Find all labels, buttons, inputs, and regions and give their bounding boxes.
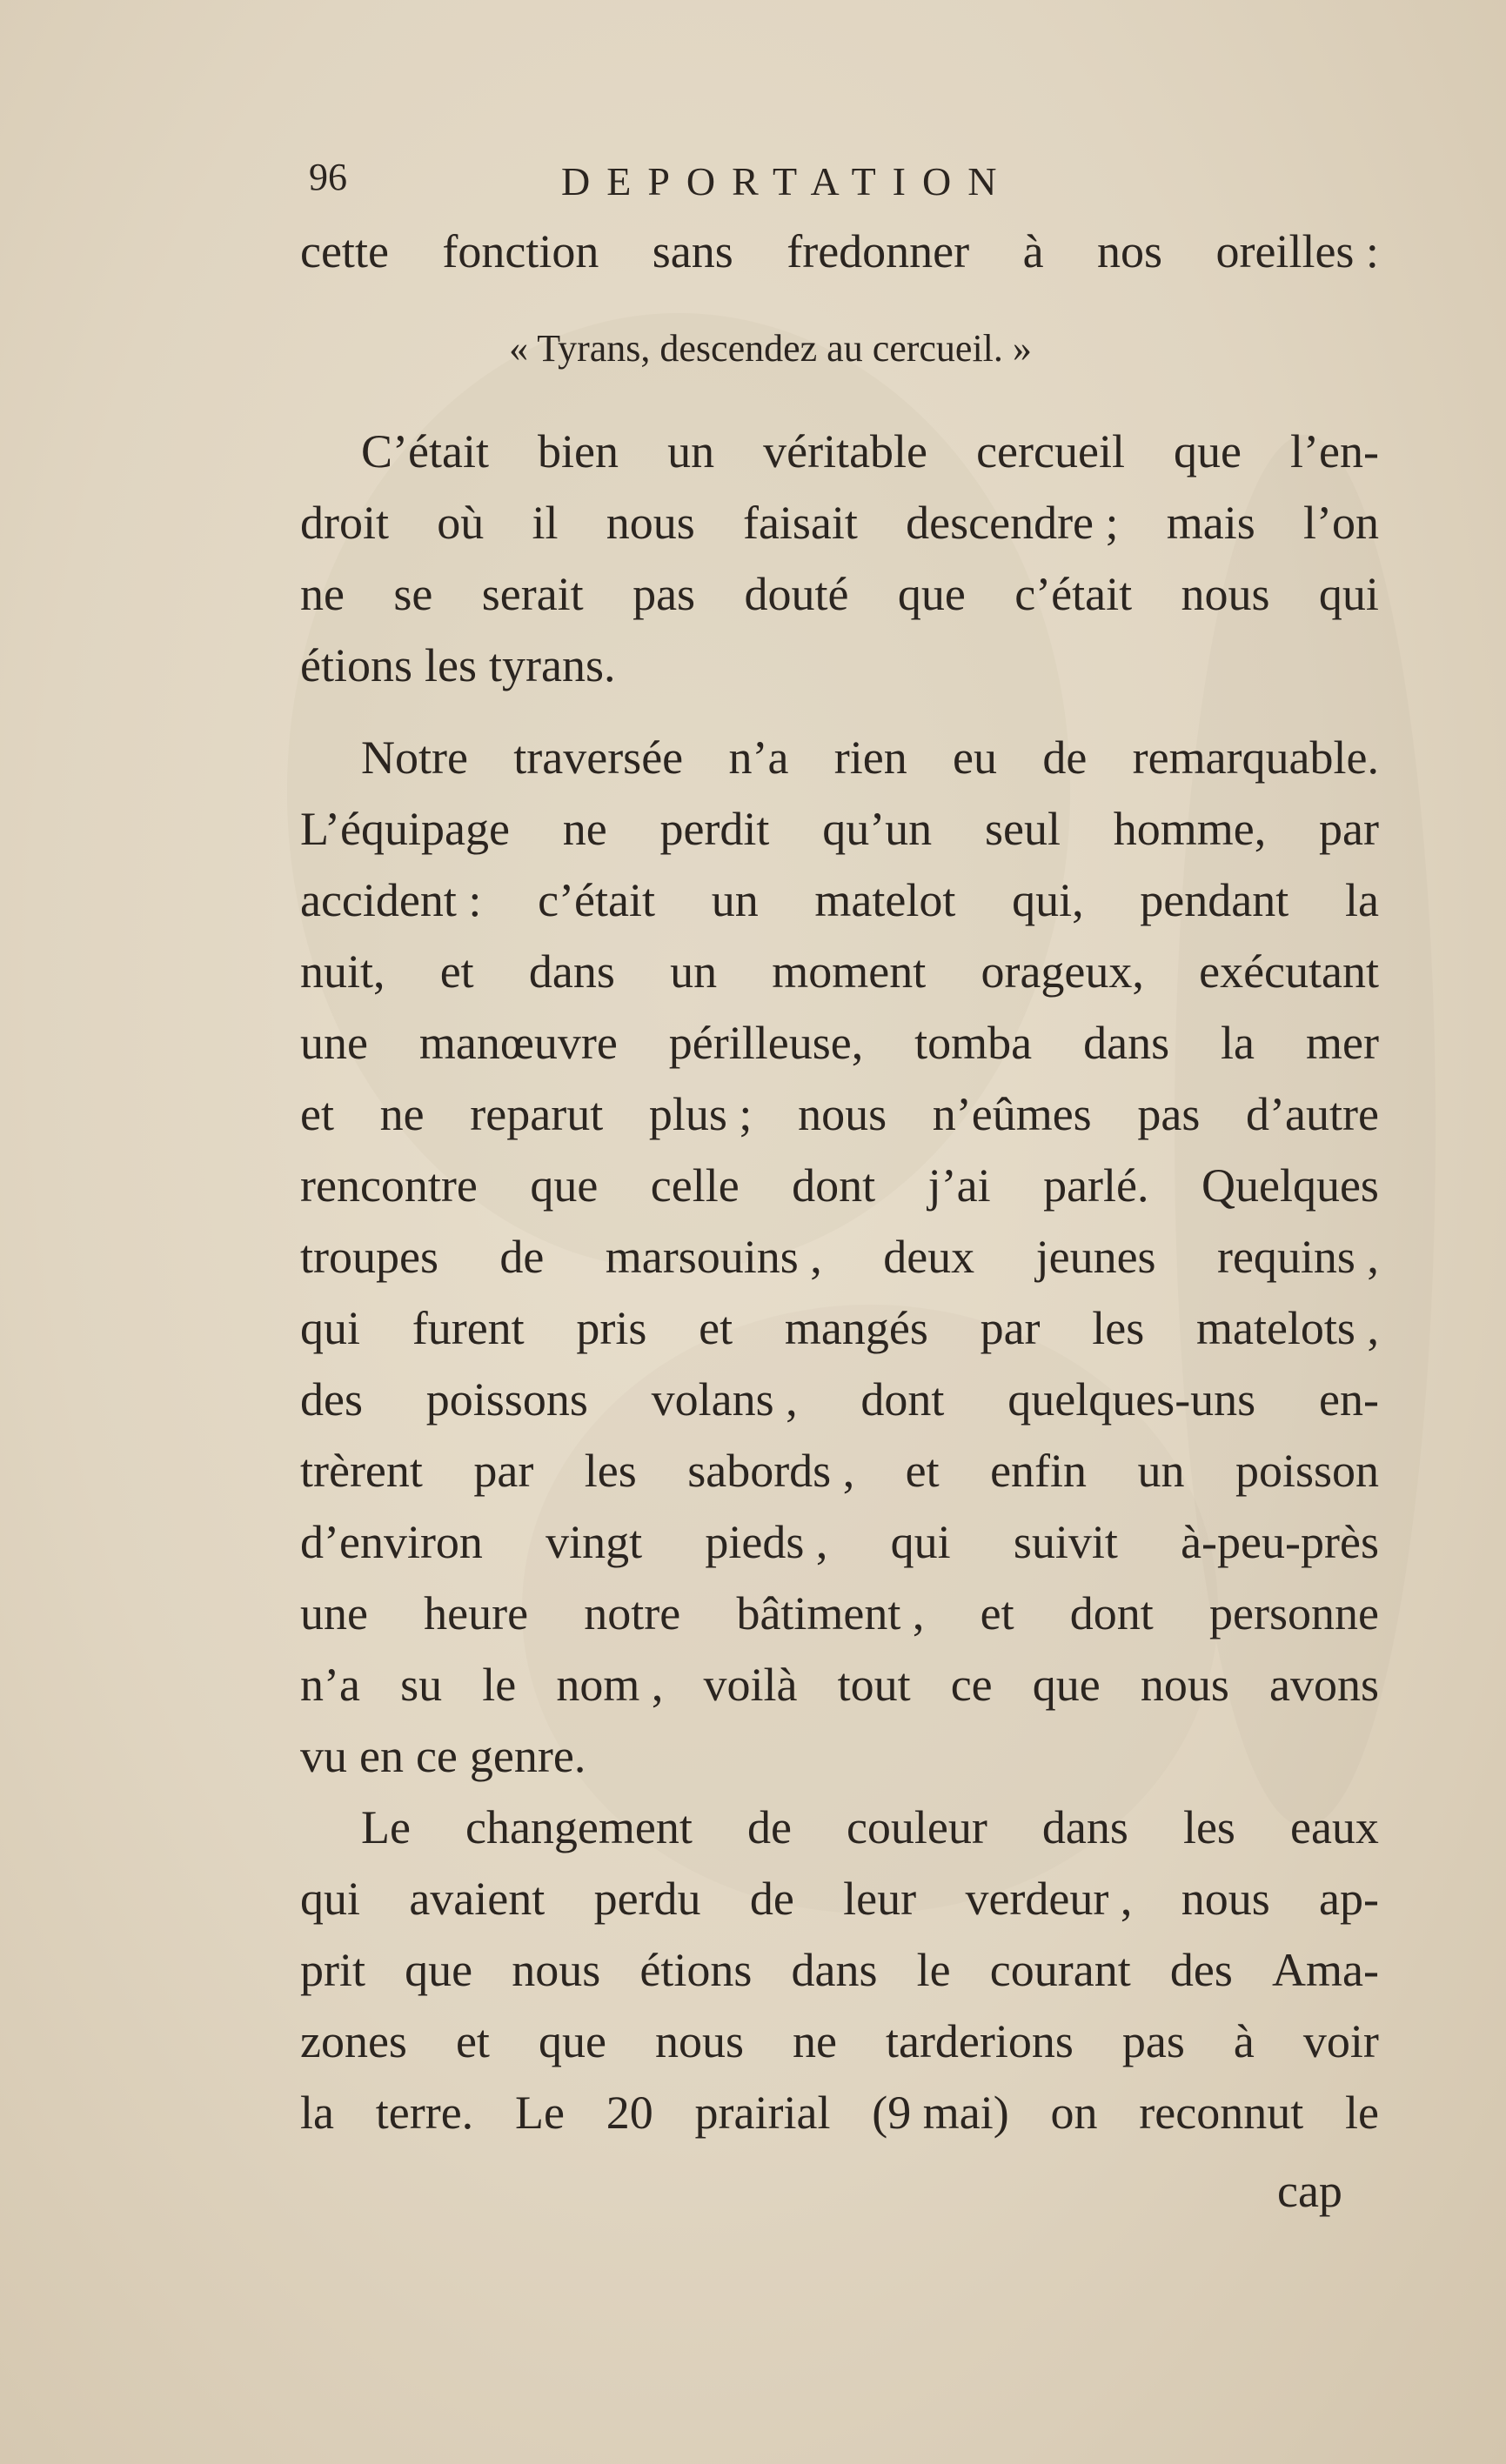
word: 20 bbox=[606, 2087, 653, 2139]
text-line bbox=[300, 416, 1379, 487]
word: une bbox=[300, 1587, 368, 1639]
page-number: 96 bbox=[309, 156, 347, 198]
word: fredonner bbox=[786, 225, 970, 277]
text-line bbox=[300, 630, 1379, 701]
word: moment bbox=[772, 945, 927, 998]
word: un bbox=[711, 874, 759, 926]
word: n’eûmes bbox=[932, 1088, 1092, 1140]
word: la bbox=[300, 2087, 334, 2139]
text-line bbox=[300, 487, 1379, 558]
word: que bbox=[897, 568, 966, 620]
word: de bbox=[1042, 731, 1088, 784]
word: de bbox=[746, 1801, 792, 1853]
word: Quelques bbox=[1201, 1159, 1379, 1212]
word: véritable bbox=[763, 425, 928, 477]
word: ne bbox=[792, 2015, 837, 2067]
word: une bbox=[300, 1017, 368, 1069]
word: volans , bbox=[651, 1373, 798, 1426]
word: à bbox=[1233, 2015, 1255, 2067]
text-line bbox=[300, 1578, 1379, 1649]
word: un bbox=[1137, 1445, 1185, 1497]
word: nom , bbox=[556, 1659, 664, 1711]
word: trèrent bbox=[300, 1445, 423, 1497]
word: jeunes bbox=[1035, 1231, 1156, 1283]
word: reparut bbox=[470, 1088, 604, 1140]
text-line bbox=[300, 2077, 1379, 2148]
word: le bbox=[482, 1659, 517, 1711]
word: dans bbox=[791, 1944, 878, 1996]
word: avaient bbox=[409, 1873, 546, 1925]
text-line bbox=[300, 1007, 1379, 1078]
word: en bbox=[359, 1730, 404, 1782]
word: que bbox=[405, 1944, 473, 1996]
word: c’était bbox=[1014, 568, 1133, 620]
word: oreilles : bbox=[1215, 225, 1379, 277]
text-line bbox=[300, 1792, 1379, 1863]
word: j’ai bbox=[927, 1159, 991, 1212]
word: sabords , bbox=[687, 1445, 855, 1497]
word: de bbox=[749, 1873, 794, 1925]
text-line bbox=[300, 558, 1379, 630]
word: poissons bbox=[425, 1373, 588, 1426]
word: cette bbox=[300, 225, 389, 277]
word: enfin bbox=[990, 1445, 1088, 1497]
word: mer bbox=[1305, 1017, 1379, 1069]
word: douté bbox=[744, 568, 849, 620]
word: nuit, bbox=[300, 945, 385, 998]
word: tout bbox=[837, 1659, 911, 1711]
word: nous bbox=[654, 2015, 744, 2067]
word: que bbox=[1032, 1659, 1101, 1711]
word: pieds , bbox=[705, 1516, 828, 1568]
word: nous bbox=[798, 1088, 887, 1140]
word: nos bbox=[1097, 225, 1163, 277]
word: poisson bbox=[1235, 1445, 1379, 1497]
word: tarderions bbox=[885, 2015, 1074, 2067]
word: Notre bbox=[361, 731, 468, 784]
word: accident : bbox=[300, 874, 482, 926]
word: où bbox=[437, 497, 485, 549]
text-line bbox=[300, 1221, 1379, 1292]
word: Le bbox=[361, 1801, 411, 1853]
word: voir bbox=[1302, 2015, 1379, 2067]
word: pas bbox=[633, 568, 696, 620]
word: zones bbox=[300, 2015, 407, 2067]
word: le bbox=[1345, 2087, 1379, 2139]
word: tyrans. bbox=[489, 639, 616, 691]
word: ce bbox=[415, 1730, 458, 1782]
word: leur bbox=[843, 1873, 917, 1925]
word: homme, bbox=[1113, 803, 1267, 855]
word: ne bbox=[300, 568, 345, 620]
paragraph-2 bbox=[300, 722, 1379, 1792]
word: tomba bbox=[914, 1017, 1033, 1069]
text-line bbox=[300, 1934, 1379, 2006]
word: le bbox=[916, 1944, 951, 1996]
word: nous bbox=[512, 1944, 601, 1996]
word: eaux bbox=[1290, 1801, 1379, 1853]
word: étions bbox=[300, 639, 412, 691]
text-line bbox=[300, 1649, 1379, 1720]
word: et bbox=[300, 1088, 334, 1140]
word: celle bbox=[650, 1159, 740, 1212]
text-line bbox=[300, 1720, 1379, 1792]
word: qui bbox=[300, 1302, 361, 1354]
verse-quote: « Tyrans, descendez au cercueil. » bbox=[509, 327, 1032, 370]
word: pas bbox=[1121, 2015, 1185, 2067]
word: marsouins , bbox=[605, 1231, 822, 1283]
word: changement bbox=[465, 1801, 693, 1853]
word: nous bbox=[1181, 1873, 1270, 1925]
text-line bbox=[300, 2006, 1379, 2077]
paragraph-3 bbox=[300, 1792, 1379, 2148]
word: les bbox=[425, 639, 477, 691]
word: ne bbox=[379, 1088, 425, 1140]
word: requins , bbox=[1216, 1231, 1379, 1283]
word: nous bbox=[1181, 568, 1270, 620]
word: deux bbox=[883, 1231, 975, 1283]
word: eu bbox=[953, 731, 997, 784]
word: matelot bbox=[814, 874, 956, 926]
word: bien bbox=[538, 425, 619, 477]
word: les bbox=[1092, 1302, 1145, 1354]
word: et bbox=[980, 1587, 1014, 1639]
word: remarquable. bbox=[1132, 731, 1379, 784]
word: sans bbox=[652, 225, 733, 277]
word: pendant bbox=[1140, 874, 1289, 926]
word: serait bbox=[481, 568, 584, 620]
word: reconnut bbox=[1139, 2087, 1304, 2139]
word: faisait bbox=[742, 497, 858, 549]
word: dans bbox=[1083, 1017, 1170, 1069]
word: l’on bbox=[1303, 497, 1379, 549]
text-line bbox=[300, 1292, 1379, 1364]
word: et bbox=[455, 2015, 490, 2067]
word: la bbox=[1344, 874, 1379, 926]
word: périlleuse, bbox=[668, 1017, 864, 1069]
word: à bbox=[1022, 225, 1044, 277]
word: l’en- bbox=[1290, 425, 1379, 477]
word: orageux, bbox=[981, 945, 1144, 998]
word: qui, bbox=[1012, 874, 1084, 926]
word: avons bbox=[1269, 1659, 1379, 1711]
word: ne bbox=[562, 803, 607, 855]
paragraph-1 bbox=[300, 416, 1379, 701]
text-line bbox=[300, 1150, 1379, 1221]
word: notre bbox=[584, 1587, 681, 1639]
word: mangés bbox=[784, 1302, 928, 1354]
word: par bbox=[1319, 803, 1379, 855]
word: fonction bbox=[442, 225, 599, 277]
word: prairial bbox=[694, 2087, 831, 2139]
word: courant bbox=[989, 1944, 1131, 1996]
word: mais bbox=[1166, 497, 1255, 549]
text-line bbox=[300, 1863, 1379, 1934]
word: su bbox=[400, 1659, 443, 1711]
word: matelots , bbox=[1195, 1302, 1379, 1354]
word: ap- bbox=[1319, 1873, 1379, 1925]
word: n’a bbox=[728, 731, 789, 784]
word: verdeur , bbox=[965, 1873, 1133, 1925]
word: à-peu-près bbox=[1181, 1516, 1379, 1568]
text-line bbox=[300, 865, 1379, 936]
text-line bbox=[300, 722, 1379, 793]
word: pas bbox=[1137, 1088, 1201, 1140]
word: rencontre bbox=[300, 1159, 478, 1212]
word: il bbox=[532, 497, 559, 549]
word: plus ; bbox=[648, 1088, 753, 1140]
word: furent bbox=[412, 1302, 525, 1354]
word: qui bbox=[890, 1516, 951, 1568]
word: L’équipage bbox=[300, 803, 510, 855]
word: d’environ bbox=[300, 1516, 483, 1568]
word: un bbox=[667, 425, 715, 477]
word: que bbox=[530, 1159, 599, 1212]
word: droit bbox=[300, 497, 389, 549]
word: que bbox=[538, 2015, 606, 2067]
word: pris bbox=[576, 1302, 647, 1354]
word: bâtiment , bbox=[736, 1587, 925, 1639]
word: troupes bbox=[300, 1231, 438, 1283]
word: qui bbox=[1318, 568, 1379, 620]
word: et bbox=[439, 945, 474, 998]
word: les bbox=[1182, 1801, 1235, 1853]
word: qui bbox=[300, 1873, 361, 1925]
word: en- bbox=[1318, 1373, 1379, 1426]
word: des bbox=[300, 1373, 363, 1426]
word: que bbox=[1174, 425, 1242, 477]
word: couleur bbox=[846, 1801, 987, 1853]
word: c’était bbox=[538, 874, 655, 926]
word: de bbox=[499, 1231, 545, 1283]
word: on bbox=[1050, 2087, 1098, 2139]
word: vu bbox=[300, 1730, 347, 1782]
word: nous bbox=[1140, 1659, 1229, 1711]
word: les bbox=[584, 1445, 637, 1497]
word: dans bbox=[1041, 1801, 1128, 1853]
word: personne bbox=[1209, 1587, 1379, 1639]
word: perdu bbox=[593, 1873, 701, 1925]
word: cercueil bbox=[976, 425, 1125, 477]
word: descendre ; bbox=[906, 497, 1119, 549]
text-line bbox=[300, 936, 1379, 1007]
word: heure bbox=[424, 1587, 529, 1639]
text-line bbox=[300, 216, 1379, 287]
word: traversée bbox=[513, 731, 684, 784]
text-line bbox=[300, 1506, 1379, 1578]
word: n’a bbox=[300, 1659, 360, 1711]
word: vingt bbox=[546, 1516, 643, 1568]
word: Le bbox=[514, 2087, 565, 2139]
word: genre. bbox=[469, 1730, 586, 1782]
word: la bbox=[1221, 1017, 1255, 1069]
text-line bbox=[300, 1078, 1379, 1150]
word: seul bbox=[984, 803, 1061, 855]
word: manœuvre bbox=[418, 1017, 618, 1069]
word: et bbox=[905, 1445, 940, 1497]
text-line bbox=[300, 793, 1379, 865]
text-line bbox=[300, 1364, 1379, 1435]
word: étions bbox=[639, 1944, 753, 1996]
word: se bbox=[393, 568, 433, 620]
word: par bbox=[980, 1302, 1041, 1354]
word: dont bbox=[860, 1373, 945, 1426]
text-line bbox=[300, 1435, 1379, 1506]
word: dont bbox=[792, 1159, 876, 1212]
running-head: DEPORTATION bbox=[561, 159, 1014, 204]
word: exécutant bbox=[1199, 945, 1379, 998]
word: nous bbox=[606, 497, 695, 549]
word: C’était bbox=[361, 425, 489, 477]
word: perdit bbox=[659, 803, 770, 855]
word: par bbox=[473, 1445, 534, 1497]
catchword: cap bbox=[1277, 2165, 1342, 2217]
word: prit bbox=[300, 1944, 365, 1996]
word: dont bbox=[1069, 1587, 1154, 1639]
word: dans bbox=[528, 945, 615, 998]
word: voilà bbox=[703, 1659, 798, 1711]
word: ce bbox=[950, 1659, 993, 1711]
word: suivit bbox=[1013, 1516, 1118, 1568]
word: et bbox=[699, 1302, 733, 1354]
word: terre. bbox=[375, 2087, 474, 2139]
word: des bbox=[1169, 1944, 1233, 1996]
word: rien bbox=[833, 731, 907, 784]
word: (9 mai) bbox=[872, 2087, 1009, 2139]
first-line bbox=[300, 216, 1379, 287]
word: quelques-uns bbox=[1007, 1373, 1256, 1426]
page-header bbox=[309, 155, 1161, 216]
word: parlé. bbox=[1043, 1159, 1149, 1212]
word: d’autre bbox=[1246, 1088, 1379, 1140]
word: qu’un bbox=[822, 803, 933, 855]
word: un bbox=[670, 945, 718, 998]
word: Ama- bbox=[1271, 1944, 1379, 1996]
